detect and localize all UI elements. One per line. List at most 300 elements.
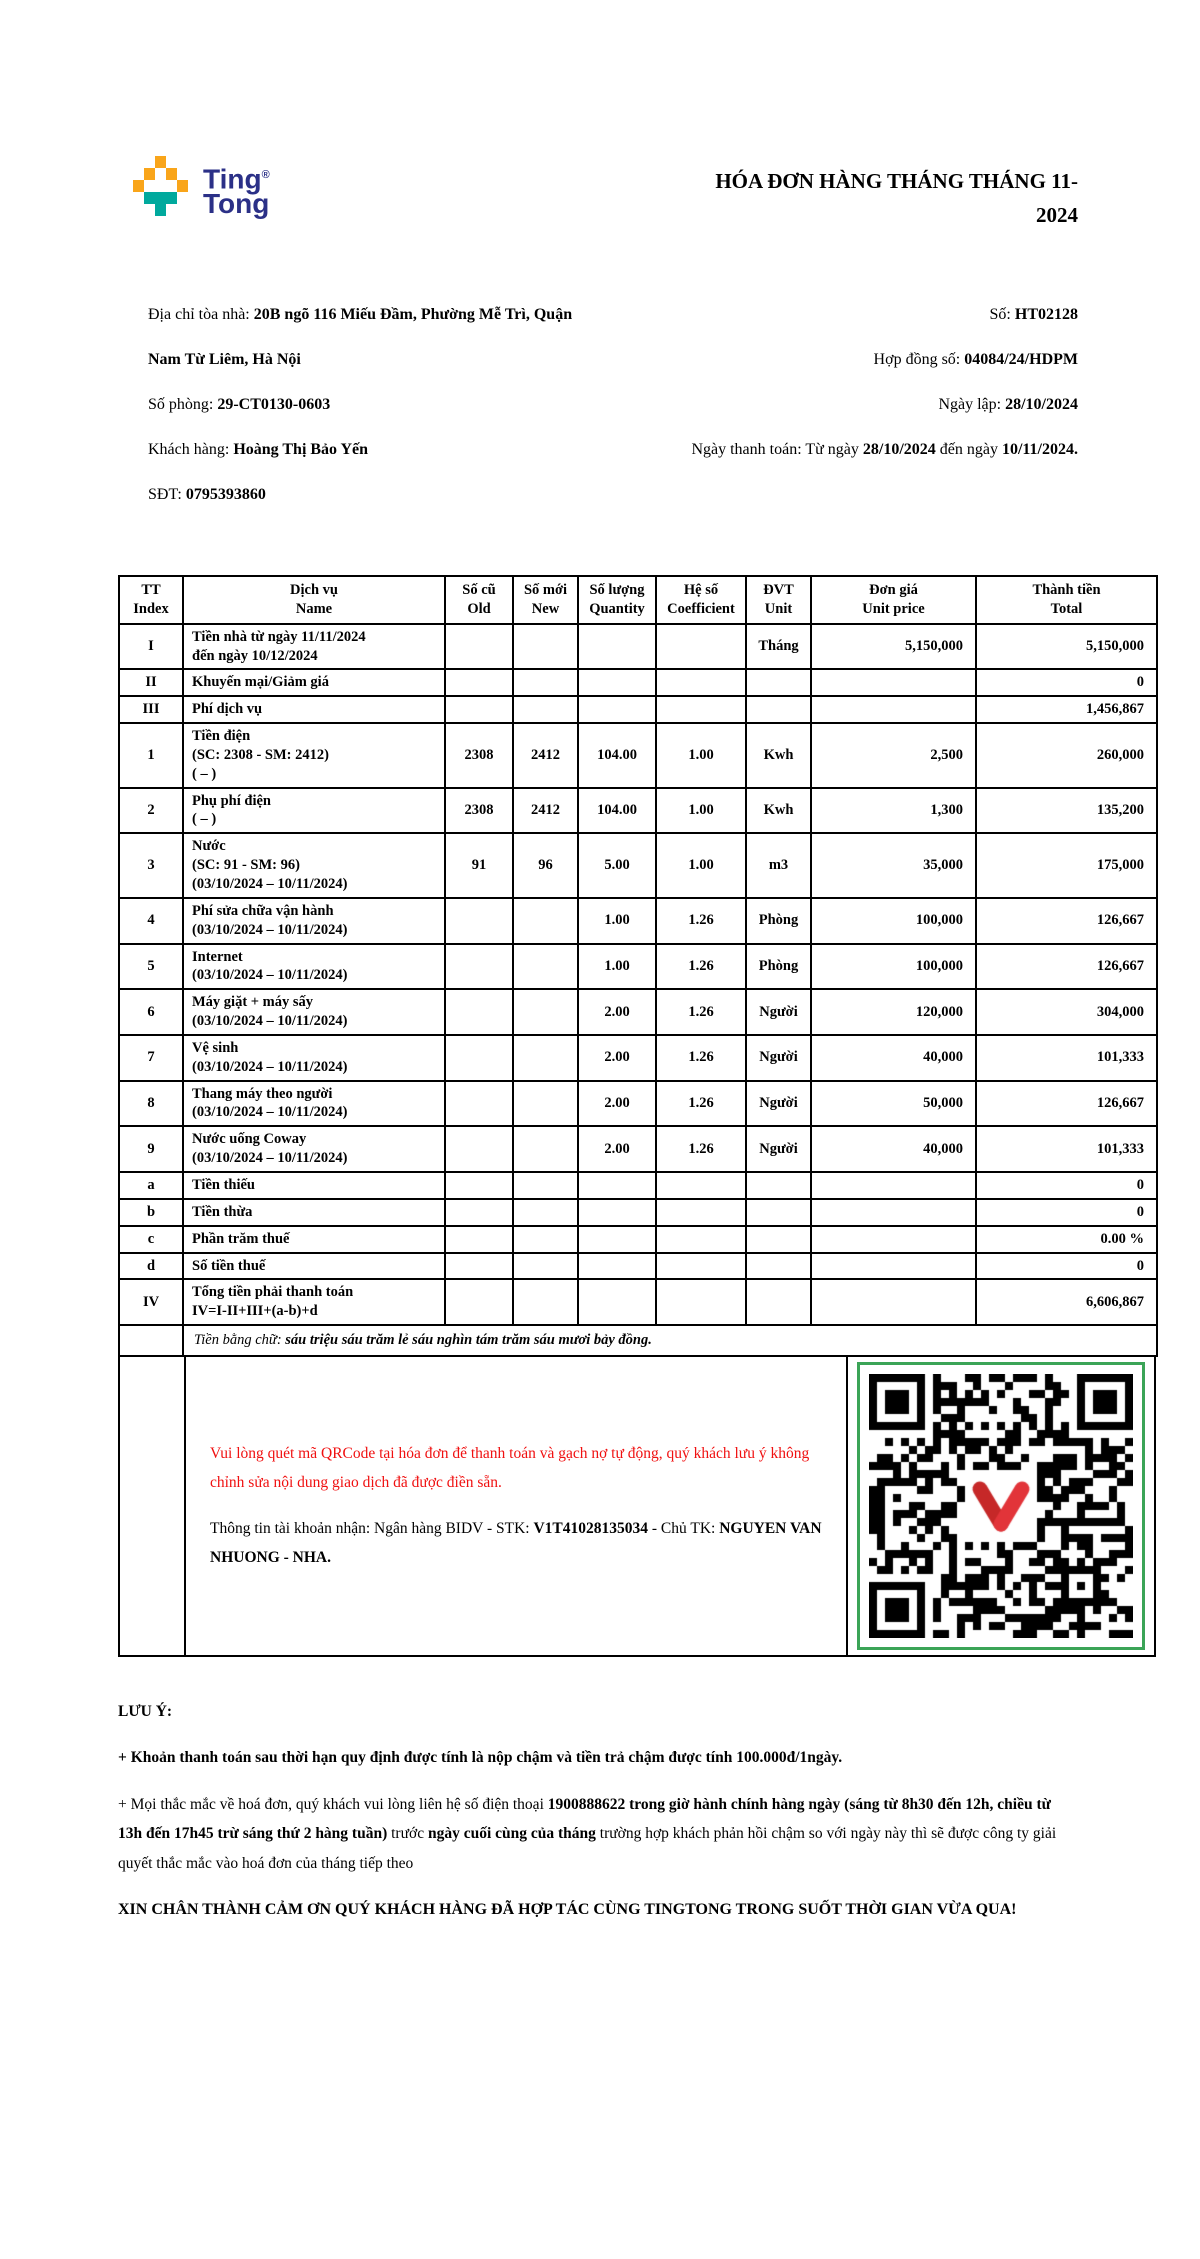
payment-instructions-cell <box>186 1357 848 1655</box>
table-cell-price: 1,300 <box>811 788 976 834</box>
table-row <box>119 696 1157 723</box>
amount-in-words-label: Tiền bằng chữ: <box>194 1332 286 1349</box>
service-name-line: Internet <box>192 948 243 965</box>
table-row <box>119 898 1157 944</box>
info-line <box>673 337 1078 382</box>
service-name-line: (03/10/2024 – 10/11/2024) <box>192 1150 348 1167</box>
service-name-line: (SC: 91 - SM: 96) <box>192 857 300 874</box>
late-payment-note: + Khoản thanh toán sau thời hạn quy định được tính là nộp chậm và tiền trả chậm được tính 100.000đ/1ngày. <box>118 1749 843 1767</box>
table-header-unit <box>746 576 811 624</box>
table-row <box>119 1226 1157 1253</box>
table-cell-index <box>119 1325 183 1356</box>
table-cell-unit: Tháng <box>746 624 811 670</box>
hotline-note <box>118 1790 1078 1878</box>
header-label-vi: Dịch vụ <box>290 582 338 599</box>
table-header-index <box>119 576 183 624</box>
table-cell-coef: 1.26 <box>656 989 746 1035</box>
registered-mark: ® <box>261 169 270 181</box>
table-cell-coef: 1.26 <box>656 898 746 944</box>
table-cell-unit <box>746 1226 811 1253</box>
table-cell-unit: Kwh <box>746 788 811 834</box>
table-cell-price: 35,000 <box>811 833 976 898</box>
logo-pixel <box>155 156 166 168</box>
logo-pixel <box>166 168 177 180</box>
service-name-line: Tiền điện <box>192 728 251 745</box>
table-cell-qty: 2.00 <box>578 1081 656 1127</box>
table-cell-old <box>445 944 513 990</box>
table-cell-unit: Người <box>746 989 811 1035</box>
service-name-line: Phụ phí điện <box>192 792 271 809</box>
table-cell-name <box>183 1226 445 1253</box>
table-cell-new <box>513 1226 578 1253</box>
table-cell-qty: 104.00 <box>578 788 656 834</box>
service-name-line: ( – ) <box>192 811 217 828</box>
logo-pixel <box>144 192 177 204</box>
table-cell-price: 5,150,000 <box>811 624 976 670</box>
table-cell-name <box>183 788 445 834</box>
table-cell-unit <box>746 1199 811 1226</box>
info-line <box>148 427 606 472</box>
text-segment: Ngày lập: <box>938 396 1006 414</box>
table-cell-unit <box>746 669 811 696</box>
table-body <box>119 624 1157 1356</box>
table-cell-coef <box>656 669 746 696</box>
table-cell-index: 2 <box>119 788 183 834</box>
table-cell-qty: 2.00 <box>578 1035 656 1081</box>
table-cell-name <box>183 1081 445 1127</box>
table-row <box>119 944 1157 990</box>
table-cell-unit <box>746 1253 811 1280</box>
table-cell-coef <box>656 624 746 670</box>
table-cell-index: 8 <box>119 1081 183 1127</box>
table-cell-name <box>183 944 445 990</box>
table-cell-unit: Người <box>746 1035 811 1081</box>
notes-heading: LƯU Ý: <box>118 1702 173 1720</box>
header-label-en: Index <box>133 600 169 617</box>
table-cell-coef <box>656 1226 746 1253</box>
table-header-row <box>119 576 1157 624</box>
tingtong-logo-icon <box>133 156 189 218</box>
table-cell-price: 40,000 <box>811 1126 976 1172</box>
table-cell-coef <box>656 1199 746 1226</box>
table-cell-old <box>445 1253 513 1280</box>
table-cell-price: 100,000 <box>811 944 976 990</box>
table-cell-new: 96 <box>513 833 578 898</box>
header-label-en: Unit <box>764 600 793 617</box>
table-cell-qty <box>578 696 656 723</box>
service-name-line: Nước uống Coway <box>192 1131 307 1148</box>
table-row <box>119 1199 1157 1226</box>
text-segment: 28/10/2024 <box>1005 396 1078 414</box>
header-label-vi: ĐVT <box>763 582 794 599</box>
amount-in-words-row <box>119 1325 1157 1356</box>
table-cell-qty: 104.00 <box>578 723 656 788</box>
text-segment: + Mọi thắc mắc về hoá đơn, quý khách vui lòng liên hệ số điện thoại <box>118 1795 548 1813</box>
table-row <box>119 788 1157 834</box>
info-line <box>673 292 1078 337</box>
text-segment: Địa chỉ tòa nhà: <box>148 306 254 324</box>
table-cell-qty: 2.00 <box>578 989 656 1035</box>
text-segment: 1900888622 trong giờ hành chính hàng ngày (sáng từ 8h30 đến 12h, chiều từ 13h đến 17h45 trừ sáng thứ 2 hàng tuần) <box>118 1795 1051 1843</box>
header-label-en: Quantity <box>589 600 645 617</box>
table-cell-name <box>183 723 445 788</box>
header-label-vi: Số cũ <box>462 582 496 599</box>
thank-you-note: XIN CHÂN THÀNH CẢM ƠN QUÝ KHÁCH HÀNG ĐÃ HỢP TÁC CÙNG TINGTONG TRONG SUỐT THỜI GIAN VỪA QUA! <box>118 1901 1017 1919</box>
table-cell-name <box>183 1035 445 1081</box>
logo-pixel <box>144 168 155 180</box>
table-cell-price <box>811 696 976 723</box>
table-row <box>119 1035 1157 1081</box>
table-cell-index: III <box>119 696 183 723</box>
table-cell-name <box>183 989 445 1035</box>
table-cell-new <box>513 1126 578 1172</box>
table-cell-qty: 1.00 <box>578 898 656 944</box>
table-cell-new <box>513 1172 578 1199</box>
header <box>0 0 1200 232</box>
table-header-coef <box>656 576 746 624</box>
header-label-en: Name <box>295 600 333 617</box>
invoice-title <box>658 164 1078 232</box>
table-cell-index: 3 <box>119 833 183 898</box>
table-cell-price <box>811 1172 976 1199</box>
table-cell-old <box>445 1226 513 1253</box>
logo-pixel <box>155 204 166 216</box>
table-row <box>119 1279 1157 1325</box>
service-name-line: đến ngày 10/12/2024 <box>192 647 318 664</box>
table-header-name <box>183 576 445 624</box>
table-cell-old <box>445 624 513 670</box>
service-name-line: Tiền thiếu <box>192 1176 255 1193</box>
table-cell-total: 1,456,867 <box>976 696 1157 723</box>
table-cell-price: 50,000 <box>811 1081 976 1127</box>
service-name-line: Số tiền thuế <box>192 1257 266 1274</box>
table-cell-price: 120,000 <box>811 989 976 1035</box>
table-cell-index: c <box>119 1226 183 1253</box>
invoice-meta-info <box>673 292 1078 517</box>
table-cell-old: 91 <box>445 833 513 898</box>
table-cell-unit: Phòng <box>746 898 811 944</box>
info-line <box>673 382 1078 427</box>
table-cell-coef: 1.26 <box>656 944 746 990</box>
table-cell-total: 126,667 <box>976 898 1157 944</box>
text-segment: 0795393860 <box>185 486 266 504</box>
table-cell-new <box>513 989 578 1035</box>
table-cell-coef: 1.26 <box>656 1035 746 1081</box>
table-cell-unit: Kwh <box>746 723 811 788</box>
table-cell-old <box>445 1035 513 1081</box>
table-row <box>119 1126 1157 1172</box>
table-cell-coef: 1.00 <box>656 833 746 898</box>
table-cell-total: 126,667 <box>976 1081 1157 1127</box>
table-cell-new <box>513 624 578 670</box>
table-cell-coef <box>656 1253 746 1280</box>
table-cell-total: 5,150,000 <box>976 624 1157 670</box>
table-cell-new <box>513 669 578 696</box>
header-label-vi: Thành tiền <box>1032 582 1101 599</box>
table-cell-unit: Phòng <box>746 944 811 990</box>
table-cell-name <box>183 669 445 696</box>
table-cell-index: 1 <box>119 723 183 788</box>
qr-code-cell <box>848 1357 1154 1655</box>
table-cell-qty: 2.00 <box>578 1126 656 1172</box>
header-label-vi: TT <box>141 582 161 599</box>
table-cell-total: 175,000 <box>976 833 1157 898</box>
table-cell-coef <box>656 696 746 723</box>
table-cell-index: d <box>119 1253 183 1280</box>
text-segment: Ngày thanh toán: Từ ngày <box>691 441 863 459</box>
table-cell-old: 2308 <box>445 723 513 788</box>
table-cell-index: 5 <box>119 944 183 990</box>
table-cell-index: I <box>119 624 183 670</box>
table-cell-index: IV <box>119 1279 183 1325</box>
table-cell-total: 0.00 % <box>976 1226 1157 1253</box>
text-segment: Hoàng Thị Bảo Yến <box>233 441 369 459</box>
table-cell-total: 304,000 <box>976 989 1157 1035</box>
table-cell-total: 260,000 <box>976 723 1157 788</box>
tingtong-logo-text <box>203 163 270 220</box>
text-segment: Số phòng: <box>148 396 218 414</box>
table-header-new <box>513 576 578 624</box>
table-cell-unit <box>746 696 811 723</box>
footer-notes <box>118 1697 1078 1926</box>
header-label-en: New <box>531 600 560 617</box>
header-label-en: Total <box>1050 600 1083 617</box>
table-cell-price <box>811 1199 976 1226</box>
table-cell-old <box>445 989 513 1035</box>
service-name-line: Thang máy theo người <box>192 1085 333 1102</box>
service-name-line: (03/10/2024 – 10/11/2024) <box>192 1013 348 1030</box>
table-cell-old <box>445 1279 513 1325</box>
table-cell-price <box>811 1226 976 1253</box>
text-segment: trước <box>387 1825 428 1843</box>
table-cell-index: b <box>119 1199 183 1226</box>
table-cell-new <box>513 944 578 990</box>
table-cell-total: 135,200 <box>976 788 1157 834</box>
table-cell-name <box>183 1253 445 1280</box>
tingtong-logo <box>133 156 270 218</box>
table-row <box>119 1253 1157 1280</box>
table-cell-price: 100,000 <box>811 898 976 944</box>
table-cell-total: 6,606,867 <box>976 1279 1157 1325</box>
text-segment: HT02128 <box>1014 306 1078 324</box>
logo-pixel <box>133 180 144 192</box>
service-name-line: Nước <box>192 838 226 855</box>
table-row <box>119 669 1157 696</box>
table-row <box>119 989 1157 1035</box>
table-cell-old <box>445 898 513 944</box>
bank-account-info <box>210 1514 822 1573</box>
info-line <box>148 292 606 382</box>
table-cell-new <box>513 696 578 723</box>
amount-in-words-cell <box>183 1325 1157 1356</box>
service-name-line: Khuyến mại/Giảm giá <box>192 674 329 691</box>
info-section <box>0 292 1200 517</box>
info-line <box>148 382 606 427</box>
service-name-line: (SC: 2308 - SM: 2412) <box>192 746 329 763</box>
table-cell-qty <box>578 1199 656 1226</box>
table-header-old <box>445 576 513 624</box>
payment-qr-code <box>869 1374 1133 1638</box>
table-cell-unit <box>746 1172 811 1199</box>
service-name-line: (03/10/2024 – 10/11/2024) <box>192 921 348 938</box>
table-cell-old: 2308 <box>445 788 513 834</box>
service-name-line: (03/10/2024 – 10/11/2024) <box>192 1104 348 1121</box>
table-row <box>119 1172 1157 1199</box>
charges-table <box>118 575 1158 1357</box>
table-row <box>119 833 1157 898</box>
table-row <box>119 723 1157 788</box>
table-cell-old <box>445 1126 513 1172</box>
table-cell-old <box>445 696 513 723</box>
service-name-line: Tiền nhà từ ngày 11/11/2024 <box>192 628 366 645</box>
header-label-en: Coefficient <box>667 600 735 617</box>
table-cell-total: 101,333 <box>976 1126 1157 1172</box>
table-cell-index: 6 <box>119 989 183 1035</box>
service-name-line: Máy giặt + máy sấy <box>192 994 314 1011</box>
table-cell-coef: 1.26 <box>656 1126 746 1172</box>
table-cell-qty <box>578 1253 656 1280</box>
header-label-en: Old <box>467 600 491 617</box>
table-cell-index: a <box>119 1172 183 1199</box>
text-segment: 10/11/2024. <box>1001 441 1078 459</box>
table-cell-new: 2412 <box>513 723 578 788</box>
table-cell-total: 101,333 <box>976 1035 1157 1081</box>
service-name-line: (03/10/2024 – 10/11/2024) <box>192 1058 348 1075</box>
text-segment: Thông tin tài khoản nhận: Ngân hàng BIDV - STK: <box>210 1519 534 1537</box>
table-cell-price <box>811 1253 976 1280</box>
table-cell-new <box>513 1035 578 1081</box>
qr-row-spacer-cell <box>120 1357 186 1655</box>
text-segment: Hợp đồng số: <box>873 351 965 369</box>
table-header-total <box>976 576 1157 624</box>
table-cell-qty <box>578 1279 656 1325</box>
table-cell-index: 4 <box>119 898 183 944</box>
header-label-vi: Số lượng <box>589 582 645 599</box>
qr-code-frame <box>857 1362 1145 1650</box>
table-cell-qty <box>578 669 656 696</box>
table-cell-coef: 1.26 <box>656 1081 746 1127</box>
text-segment: Số: <box>989 306 1015 324</box>
table-cell-coef <box>656 1279 746 1325</box>
table-cell-qty <box>578 1226 656 1253</box>
service-name-line: IV=I-II+III+(a-b)+d <box>192 1303 318 1320</box>
table-head <box>119 576 1157 624</box>
table-cell-index: 9 <box>119 1126 183 1172</box>
table-cell-new: 2412 <box>513 788 578 834</box>
text-segment: 28/10/2024 <box>862 441 936 459</box>
text-segment: V1T41028135034 <box>533 1519 648 1537</box>
header-label-en: Unit price <box>862 600 925 617</box>
table-cell-name <box>183 898 445 944</box>
table-cell-total: 0 <box>976 1253 1157 1280</box>
text-segment: đến ngày <box>935 441 1002 459</box>
table-cell-qty: 1.00 <box>578 944 656 990</box>
text-segment: trường hợp khách phản hồi chậm so với ngày này thì sẽ được công ty giải quyết thắc mắc vào hoá đơn của tháng tiếp theo <box>118 1825 1057 1872</box>
table-cell-total: 0 <box>976 669 1157 696</box>
table-cell-new <box>513 1279 578 1325</box>
logo-pixel <box>177 180 188 192</box>
table-cell-old <box>445 1081 513 1127</box>
title-line: HÓA ĐƠN HÀNG THÁNG THÁNG 11- <box>715 169 1078 193</box>
table-cell-price: 40,000 <box>811 1035 976 1081</box>
table-cell-name <box>183 1172 445 1199</box>
header-label-vi: Đơn giá <box>869 582 918 599</box>
table-cell-new <box>513 1199 578 1226</box>
table-cell-coef: 1.00 <box>656 723 746 788</box>
table-cell-unit: Người <box>746 1081 811 1127</box>
table-cell-total: 126,667 <box>976 944 1157 990</box>
text-segment: 04084/24/HDPM <box>964 351 1078 369</box>
service-name-line: (03/10/2024 – 10/11/2024) <box>192 876 348 892</box>
text-segment: SĐT: <box>148 486 186 504</box>
table-cell-name <box>183 1126 445 1172</box>
table-cell-name <box>183 833 445 898</box>
table-cell-name <box>183 624 445 670</box>
service-name-line: Vệ sinh <box>192 1039 239 1056</box>
header-label-vi: Số mới <box>523 582 568 599</box>
table-cell-coef: 1.00 <box>656 788 746 834</box>
table-row <box>119 1081 1157 1127</box>
table-cell-name <box>183 696 445 723</box>
table-cell-unit <box>746 1279 811 1325</box>
logo-line1: Ting® <box>203 163 270 195</box>
table-cell-total: 0 <box>976 1199 1157 1226</box>
text-segment: 20B ngõ 116 Miếu Đầm, Phường Mễ Trì, Quận Nam Từ Liêm, Hà Nội <box>148 306 573 369</box>
text-segment: Khách hàng: <box>148 441 234 459</box>
qr-payment-row <box>118 1357 1156 1657</box>
service-name-line: (03/10/2024 – 10/11/2024) <box>192 967 348 984</box>
info-line <box>148 472 606 517</box>
text-segment: - Chủ TK: <box>648 1519 720 1537</box>
service-name-line: Phần trăm thuế <box>192 1230 290 1247</box>
service-name-line: Phí sửa chữa vận hành <box>192 902 334 919</box>
table-cell-qty <box>578 1172 656 1199</box>
table-cell-qty: 5.00 <box>578 833 656 898</box>
logo-line2: Tong <box>203 188 270 220</box>
table-header-price <box>811 576 976 624</box>
table-cell-price <box>811 669 976 696</box>
text-segment: NGUYEN VAN NHUONG - NHA. <box>210 1519 822 1567</box>
info-line <box>673 427 1078 472</box>
amount-in-words-value: sáu triệu sáu trăm lẻ sáu nghìn tám trăm sáu mươi bảy đồng. <box>285 1332 652 1349</box>
table-cell-qty <box>578 624 656 670</box>
table-cell-new <box>513 898 578 944</box>
text-segment: 29-CT0130-0603 <box>217 396 331 414</box>
service-name-line: Phí dịch vụ <box>192 701 263 718</box>
table-cell-old <box>445 669 513 696</box>
title-line: 2024 <box>1036 203 1078 228</box>
table-header-qty <box>578 576 656 624</box>
table-cell-price <box>811 1279 976 1325</box>
table-cell-unit: Người <box>746 1126 811 1172</box>
table-cell-old <box>445 1172 513 1199</box>
service-name-line: ( – ) <box>192 765 217 782</box>
table-row <box>119 624 1157 670</box>
table-cell-new <box>513 1253 578 1280</box>
table-cell-unit: m3 <box>746 833 811 898</box>
text-segment: ngày cuối cùng của tháng <box>427 1825 596 1843</box>
table-cell-total: 0 <box>976 1172 1157 1199</box>
table-cell-name <box>183 1279 445 1325</box>
qr-scan-note: Vui lòng quét mã QRCode tại hóa đơn để thanh toán và gạch nợ tự động, quý khách lưu ý không chỉnh sửa nội dung giao dịch đã được điền sẵn. <box>210 1445 810 1492</box>
building-customer-info <box>148 292 606 517</box>
table-cell-old <box>445 1199 513 1226</box>
table-cell-new <box>513 1081 578 1127</box>
table-cell-index: 7 <box>119 1035 183 1081</box>
service-name-line: Tổng tiền phải thanh toán <box>192 1284 354 1301</box>
table-cell-price: 2,500 <box>811 723 976 788</box>
header-label-vi: Hệ số <box>683 582 719 599</box>
